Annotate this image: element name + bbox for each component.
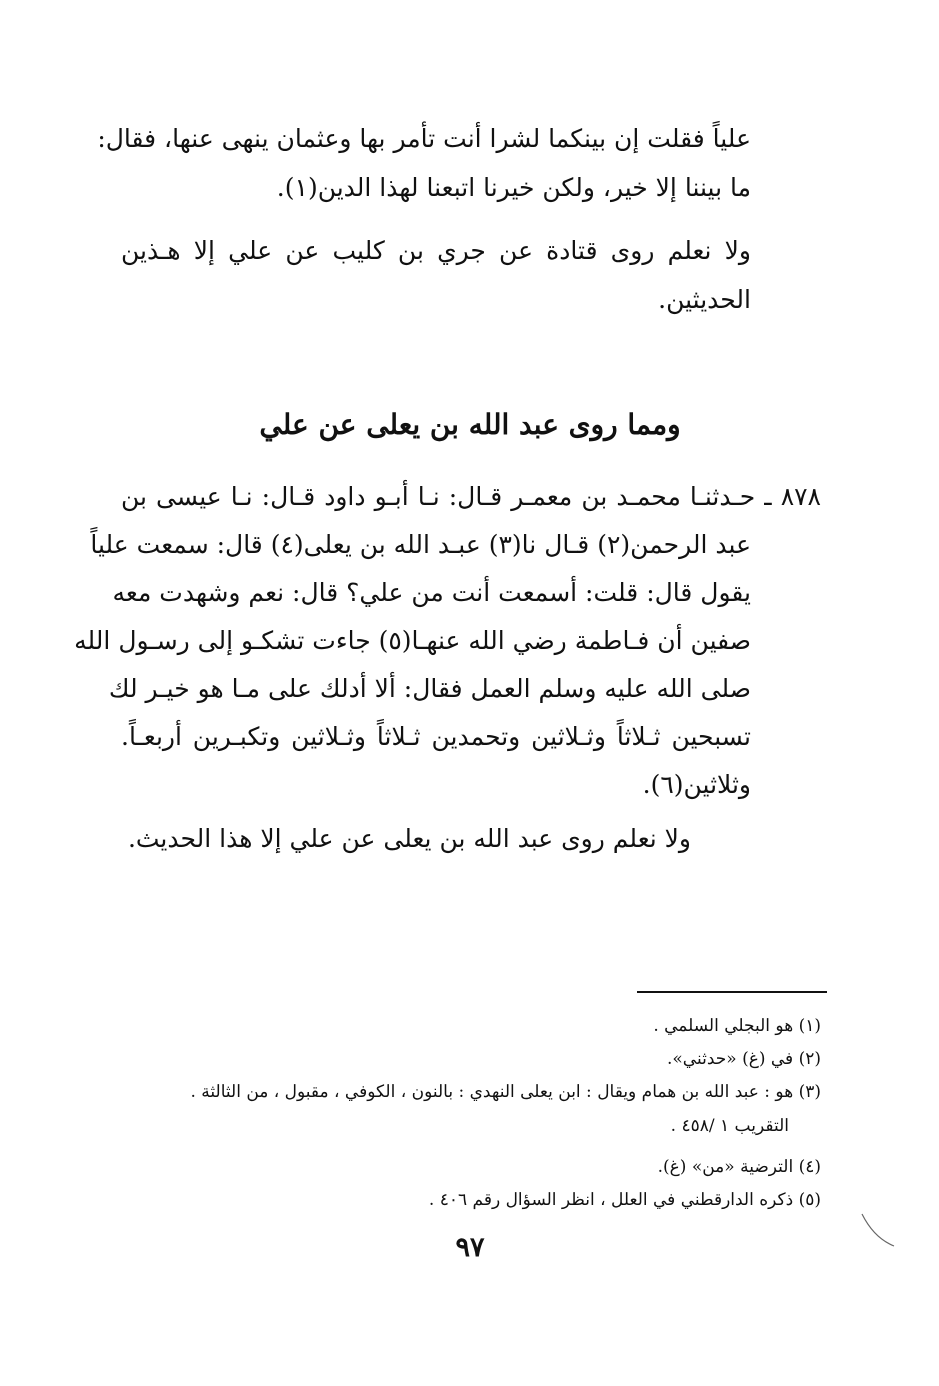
hadith-line-4: صفين أن فـاطمة رضي الله عنهـا(٥) جاءت تشكـو إلى رسـول الله bbox=[74, 626, 751, 655]
hadith-line-7: وثلاثين(٦). bbox=[642, 770, 751, 799]
footnote-4: (٤) الترضية «من» (غ). bbox=[657, 1157, 821, 1177]
intro-line-1: علياً فقلت إن بينكما لشرا أنت تأمر بها وعثمان ينهى عنها، فقال: bbox=[97, 124, 751, 153]
intro-line-2: ما بيننا إلا خير، ولكن خيرنا اتبعنا لهذا الدين(١). bbox=[276, 173, 751, 202]
intro-note-line-1: ولا نعلم روى قتادة عن جري بن كليب عن علي إلا هـذين bbox=[121, 236, 751, 265]
footnote-2: (٢) في (غ) «حدثني». bbox=[667, 1049, 821, 1069]
footnote-separator bbox=[637, 991, 827, 993]
footnote-3: (٣) هو : عبد الله بن همام ويقال : ابن يعلى النهدي : بالنون ، الكوفي ، مقبول ، من الثالثة . bbox=[190, 1082, 821, 1102]
hadith-line-6: تسبحين ثـلاثاً وثـلاثين وتحمدين ثـلاثاً وثـلاثين وتكبـرين أربعـاً. bbox=[121, 722, 751, 751]
intro-note-line-2: الحديثين. bbox=[658, 285, 751, 314]
footnote-5: (٥) ذكره الدارقطني في العلل ، انظر السؤال رقم ٤٠٦ . bbox=[428, 1190, 821, 1210]
hadith-line-3: يقول قال: قلت: أسمعت أنت من علي؟ قال: نعم وشهدت معه bbox=[112, 578, 751, 607]
hadith-line-5: صلى الله عليه وسلم العمل فقال: ألا أدلك على مـا هو خيـر لك bbox=[108, 674, 751, 703]
hadith-line-2: عبد الرحمن(٢) قـال نا(٣) عبـد الله بن يعلى(٤) قال: سمعت علياً bbox=[90, 530, 751, 559]
footnote-1: (١) هو البجلي السلمي . bbox=[653, 1016, 821, 1036]
footnote-3-continuation: التقريب ١ /٤٥٨ . bbox=[670, 1116, 789, 1136]
section-heading: ومما روى عبد الله بن يعلى عن علي bbox=[259, 408, 681, 441]
closing-statement: ولا نعلم روى عبد الله بن يعلى عن علي إلا هذا الحديث. bbox=[127, 824, 691, 853]
scan-mark bbox=[860, 1212, 900, 1252]
hadith-line-1: ٨٧٨ ـ حـدثنـا محمـد بن معمـر قـال: نـا أبـو داود قـال: نـا عيسى بن bbox=[121, 482, 821, 511]
page-number: ٩٧ bbox=[455, 1232, 485, 1263]
